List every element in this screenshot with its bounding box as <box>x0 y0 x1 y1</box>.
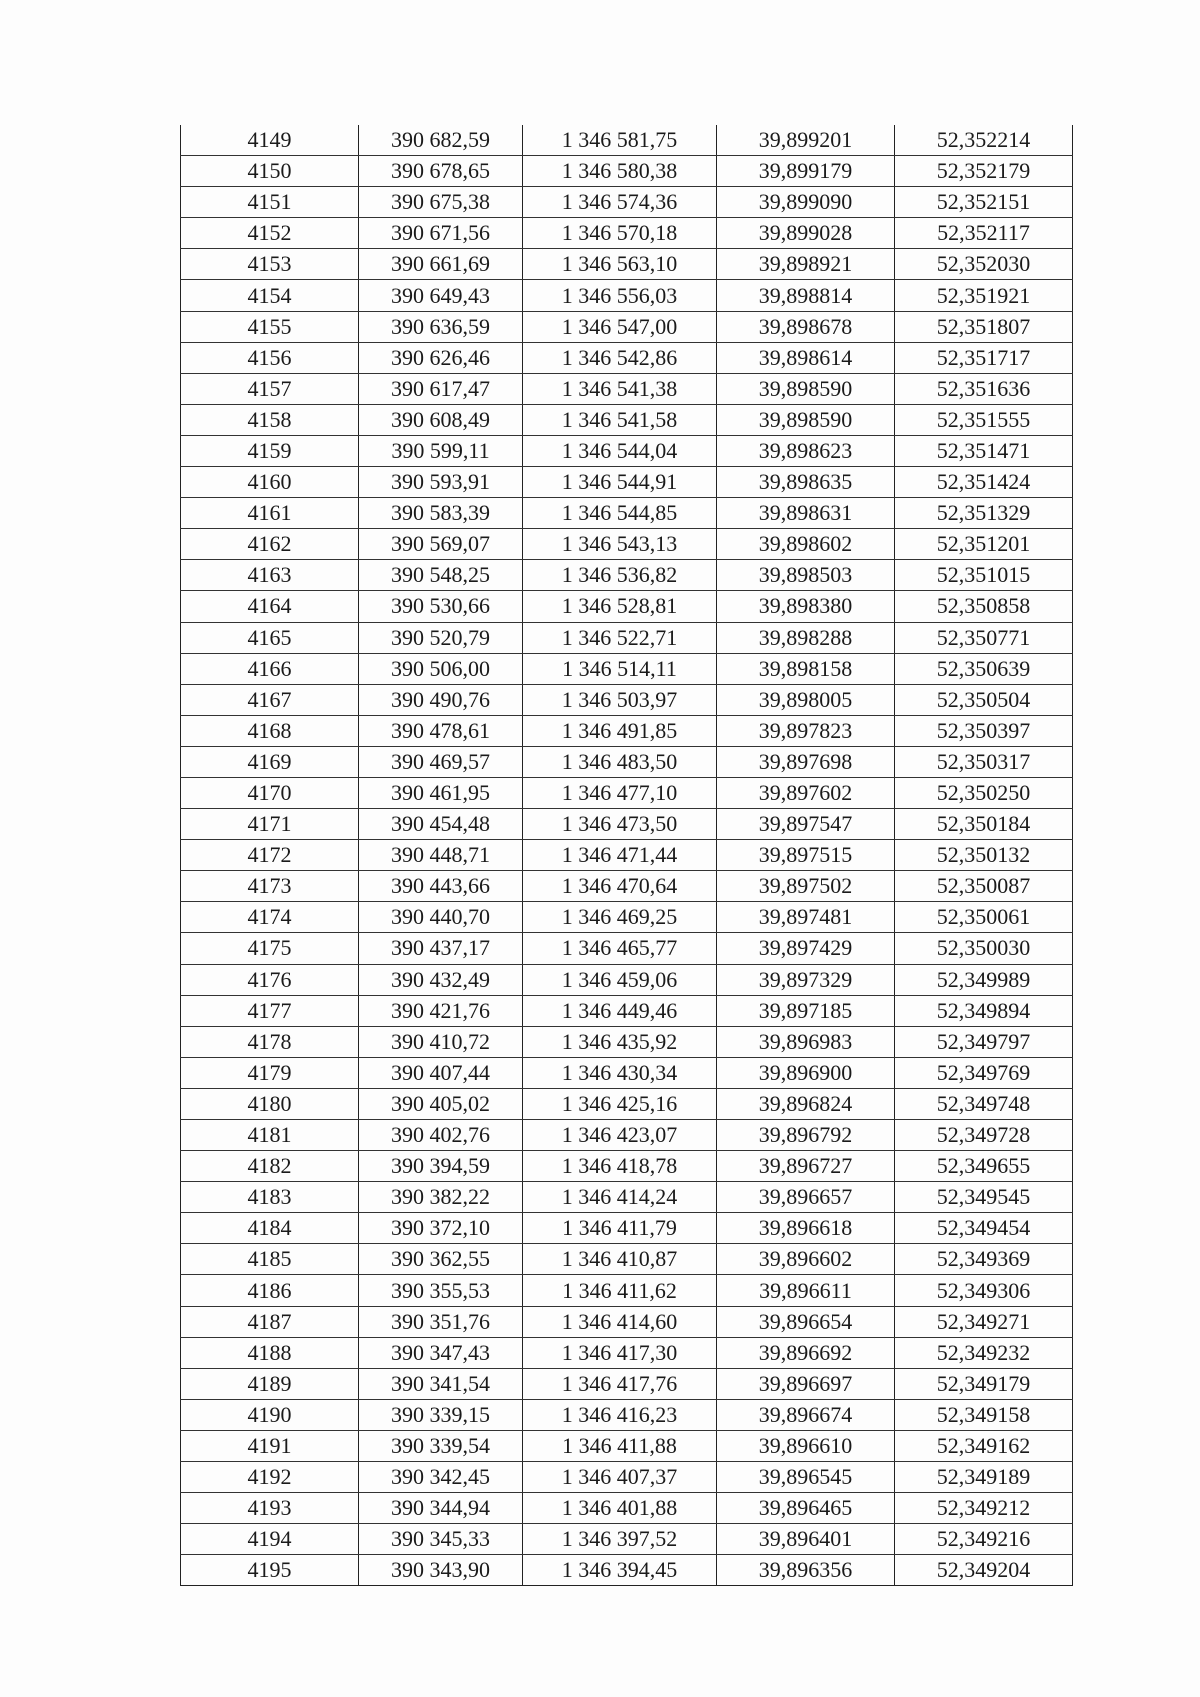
x-coordinate-cell: 390 678,65 <box>359 156 523 187</box>
longitude-cell: 39,897698 <box>717 746 895 777</box>
y-coordinate-cell: 1 346 503,97 <box>523 684 717 715</box>
x-coordinate-cell: 390 593,91 <box>359 467 523 498</box>
table-row <box>181 902 1073 933</box>
x-coordinate-cell: 390 506,00 <box>359 653 523 684</box>
longitude-cell: 39,897602 <box>717 777 895 808</box>
x-coordinate-cell: 390 520,79 <box>359 622 523 653</box>
table-row <box>181 1057 1073 1088</box>
longitude-cell: 39,896983 <box>717 1026 895 1057</box>
y-coordinate-cell: 1 346 522,71 <box>523 622 717 653</box>
table-row <box>181 684 1073 715</box>
table-row <box>181 1306 1073 1337</box>
latitude-cell: 52,349189 <box>895 1462 1073 1493</box>
latitude-cell: 52,352151 <box>895 187 1073 218</box>
y-coordinate-cell: 1 346 491,85 <box>523 715 717 746</box>
y-coordinate-cell: 1 346 410,87 <box>523 1244 717 1275</box>
latitude-cell: 52,352214 <box>895 125 1073 156</box>
table-row <box>181 498 1073 529</box>
y-coordinate-cell: 1 346 544,04 <box>523 435 717 466</box>
point-number-cell: 4173 <box>181 871 359 902</box>
table-row <box>181 1275 1073 1306</box>
latitude-cell: 52,351636 <box>895 373 1073 404</box>
latitude-cell: 52,351555 <box>895 404 1073 435</box>
y-coordinate-cell: 1 346 544,91 <box>523 467 717 498</box>
y-coordinate-cell: 1 346 543,13 <box>523 529 717 560</box>
table-row <box>181 1462 1073 1493</box>
latitude-cell: 52,349728 <box>895 1120 1073 1151</box>
latitude-cell: 52,351329 <box>895 498 1073 529</box>
latitude-cell: 52,349369 <box>895 1244 1073 1275</box>
y-coordinate-cell: 1 346 469,25 <box>523 902 717 933</box>
y-coordinate-cell: 1 346 411,62 <box>523 1275 717 1306</box>
x-coordinate-cell: 390 339,54 <box>359 1430 523 1461</box>
x-coordinate-cell: 390 351,76 <box>359 1306 523 1337</box>
table-row <box>181 871 1073 902</box>
latitude-cell: 52,350250 <box>895 777 1073 808</box>
x-coordinate-cell: 390 548,25 <box>359 560 523 591</box>
x-coordinate-cell: 390 372,10 <box>359 1213 523 1244</box>
table-row <box>181 840 1073 871</box>
y-coordinate-cell: 1 346 541,38 <box>523 373 717 404</box>
table-row <box>181 125 1073 156</box>
y-coordinate-cell: 1 346 514,11 <box>523 653 717 684</box>
latitude-cell: 52,352179 <box>895 156 1073 187</box>
latitude-cell: 52,350132 <box>895 840 1073 871</box>
x-coordinate-cell: 390 362,55 <box>359 1244 523 1275</box>
x-coordinate-cell: 390 448,71 <box>359 840 523 871</box>
x-coordinate-cell: 390 344,94 <box>359 1493 523 1524</box>
table-row <box>181 280 1073 311</box>
x-coordinate-cell: 390 636,59 <box>359 311 523 342</box>
x-coordinate-cell: 390 461,95 <box>359 777 523 808</box>
latitude-cell: 52,349454 <box>895 1213 1073 1244</box>
longitude-cell: 39,896356 <box>717 1555 895 1586</box>
longitude-cell: 39,896792 <box>717 1120 895 1151</box>
table-row <box>181 995 1073 1026</box>
point-number-cell: 4170 <box>181 777 359 808</box>
x-coordinate-cell: 390 454,48 <box>359 809 523 840</box>
y-coordinate-cell: 1 346 397,52 <box>523 1524 717 1555</box>
table-row <box>181 1493 1073 1524</box>
table-row <box>181 1524 1073 1555</box>
latitude-cell: 52,350397 <box>895 715 1073 746</box>
longitude-cell: 39,896654 <box>717 1306 895 1337</box>
y-coordinate-cell: 1 346 414,60 <box>523 1306 717 1337</box>
point-number-cell: 4194 <box>181 1524 359 1555</box>
longitude-cell: 39,897515 <box>717 840 895 871</box>
x-coordinate-cell: 390 675,38 <box>359 187 523 218</box>
y-coordinate-cell: 1 346 465,77 <box>523 933 717 964</box>
longitude-cell: 39,898631 <box>717 498 895 529</box>
x-coordinate-cell: 390 649,43 <box>359 280 523 311</box>
longitude-cell: 39,897429 <box>717 933 895 964</box>
latitude-cell: 52,349769 <box>895 1057 1073 1088</box>
x-coordinate-cell: 390 339,15 <box>359 1399 523 1430</box>
table-row <box>181 467 1073 498</box>
x-coordinate-cell: 390 407,44 <box>359 1057 523 1088</box>
y-coordinate-cell: 1 346 544,85 <box>523 498 717 529</box>
y-coordinate-cell: 1 346 574,36 <box>523 187 717 218</box>
point-number-cell: 4193 <box>181 1493 359 1524</box>
longitude-cell: 39,896602 <box>717 1244 895 1275</box>
latitude-cell: 52,350639 <box>895 653 1073 684</box>
x-coordinate-cell: 390 440,70 <box>359 902 523 933</box>
longitude-cell: 39,897547 <box>717 809 895 840</box>
table-row <box>181 1399 1073 1430</box>
latitude-cell: 52,350030 <box>895 933 1073 964</box>
latitude-cell: 52,351201 <box>895 529 1073 560</box>
longitude-cell: 39,897823 <box>717 715 895 746</box>
point-number-cell: 4153 <box>181 249 359 280</box>
x-coordinate-cell: 390 682,59 <box>359 125 523 156</box>
latitude-cell: 52,349204 <box>895 1555 1073 1586</box>
point-number-cell: 4176 <box>181 964 359 995</box>
latitude-cell: 52,349271 <box>895 1306 1073 1337</box>
table-row <box>181 746 1073 777</box>
coordinates-table <box>180 125 1073 1586</box>
table-row <box>181 560 1073 591</box>
longitude-cell: 39,896401 <box>717 1524 895 1555</box>
x-coordinate-cell: 390 617,47 <box>359 373 523 404</box>
latitude-cell: 52,351424 <box>895 467 1073 498</box>
y-coordinate-cell: 1 346 394,45 <box>523 1555 717 1586</box>
latitude-cell: 52,351015 <box>895 560 1073 591</box>
x-coordinate-cell: 390 661,69 <box>359 249 523 280</box>
longitude-cell: 39,896697 <box>717 1368 895 1399</box>
x-coordinate-cell: 390 345,33 <box>359 1524 523 1555</box>
latitude-cell: 52,349655 <box>895 1151 1073 1182</box>
x-coordinate-cell: 390 437,17 <box>359 933 523 964</box>
table-row <box>181 809 1073 840</box>
table-row <box>181 218 1073 249</box>
point-number-cell: 4158 <box>181 404 359 435</box>
table-row <box>181 622 1073 653</box>
longitude-cell: 39,897185 <box>717 995 895 1026</box>
longitude-cell: 39,899201 <box>717 125 895 156</box>
point-number-cell: 4155 <box>181 311 359 342</box>
point-number-cell: 4171 <box>181 809 359 840</box>
longitude-cell: 39,898503 <box>717 560 895 591</box>
table-row <box>181 1088 1073 1119</box>
y-coordinate-cell: 1 346 570,18 <box>523 218 717 249</box>
x-coordinate-cell: 390 432,49 <box>359 964 523 995</box>
point-number-cell: 4191 <box>181 1430 359 1461</box>
y-coordinate-cell: 1 346 411,79 <box>523 1213 717 1244</box>
point-number-cell: 4175 <box>181 933 359 964</box>
x-coordinate-cell: 390 671,56 <box>359 218 523 249</box>
latitude-cell: 52,351471 <box>895 435 1073 466</box>
point-number-cell: 4179 <box>181 1057 359 1088</box>
y-coordinate-cell: 1 346 425,16 <box>523 1088 717 1119</box>
point-number-cell: 4163 <box>181 560 359 591</box>
longitude-cell: 39,897502 <box>717 871 895 902</box>
x-coordinate-cell: 390 583,39 <box>359 498 523 529</box>
table-row <box>181 342 1073 373</box>
x-coordinate-cell: 390 405,02 <box>359 1088 523 1119</box>
table-row <box>181 404 1073 435</box>
table-row <box>181 187 1073 218</box>
y-coordinate-cell: 1 346 477,10 <box>523 777 717 808</box>
x-coordinate-cell: 390 421,76 <box>359 995 523 1026</box>
longitude-cell: 39,896465 <box>717 1493 895 1524</box>
longitude-cell: 39,896900 <box>717 1057 895 1088</box>
longitude-cell: 39,899179 <box>717 156 895 187</box>
point-number-cell: 4183 <box>181 1182 359 1213</box>
y-coordinate-cell: 1 346 423,07 <box>523 1120 717 1151</box>
point-number-cell: 4189 <box>181 1368 359 1399</box>
longitude-cell: 39,898590 <box>717 373 895 404</box>
point-number-cell: 4168 <box>181 715 359 746</box>
x-coordinate-cell: 390 342,45 <box>359 1462 523 1493</box>
table-row <box>181 715 1073 746</box>
point-number-cell: 4157 <box>181 373 359 404</box>
x-coordinate-cell: 390 530,66 <box>359 591 523 622</box>
latitude-cell: 52,349545 <box>895 1182 1073 1213</box>
point-number-cell: 4164 <box>181 591 359 622</box>
longitude-cell: 39,898921 <box>717 249 895 280</box>
longitude-cell: 39,896657 <box>717 1182 895 1213</box>
point-number-cell: 4184 <box>181 1213 359 1244</box>
latitude-cell: 52,350317 <box>895 746 1073 777</box>
y-coordinate-cell: 1 346 401,88 <box>523 1493 717 1524</box>
latitude-cell: 52,351717 <box>895 342 1073 373</box>
y-coordinate-cell: 1 346 418,78 <box>523 1151 717 1182</box>
point-number-cell: 4195 <box>181 1555 359 1586</box>
x-coordinate-cell: 390 443,66 <box>359 871 523 902</box>
longitude-cell: 39,899028 <box>717 218 895 249</box>
table-row <box>181 591 1073 622</box>
point-number-cell: 4188 <box>181 1337 359 1368</box>
latitude-cell: 52,349989 <box>895 964 1073 995</box>
y-coordinate-cell: 1 346 417,76 <box>523 1368 717 1399</box>
longitude-cell: 39,898288 <box>717 622 895 653</box>
x-coordinate-cell: 390 343,90 <box>359 1555 523 1586</box>
longitude-cell: 39,898590 <box>717 404 895 435</box>
y-coordinate-cell: 1 346 580,38 <box>523 156 717 187</box>
longitude-cell: 39,896611 <box>717 1275 895 1306</box>
point-number-cell: 4178 <box>181 1026 359 1057</box>
point-number-cell: 4177 <box>181 995 359 1026</box>
latitude-cell: 52,350771 <box>895 622 1073 653</box>
point-number-cell: 4152 <box>181 218 359 249</box>
point-number-cell: 4156 <box>181 342 359 373</box>
longitude-cell: 39,898380 <box>717 591 895 622</box>
x-coordinate-cell: 390 469,57 <box>359 746 523 777</box>
point-number-cell: 4192 <box>181 1462 359 1493</box>
point-number-cell: 4167 <box>181 684 359 715</box>
longitude-cell: 39,897481 <box>717 902 895 933</box>
longitude-cell: 39,896824 <box>717 1088 895 1119</box>
y-coordinate-cell: 1 346 563,10 <box>523 249 717 280</box>
x-coordinate-cell: 390 626,46 <box>359 342 523 373</box>
table-row <box>181 777 1073 808</box>
longitude-cell: 39,899090 <box>717 187 895 218</box>
latitude-cell: 52,352117 <box>895 218 1073 249</box>
latitude-cell: 52,351807 <box>895 311 1073 342</box>
x-coordinate-cell: 390 478,61 <box>359 715 523 746</box>
longitude-cell: 39,896610 <box>717 1430 895 1461</box>
latitude-cell: 52,350087 <box>895 871 1073 902</box>
point-number-cell: 4160 <box>181 467 359 498</box>
x-coordinate-cell: 390 410,72 <box>359 1026 523 1057</box>
y-coordinate-cell: 1 346 470,64 <box>523 871 717 902</box>
latitude-cell: 52,350061 <box>895 902 1073 933</box>
longitude-cell: 39,898614 <box>717 342 895 373</box>
table-row <box>181 1151 1073 1182</box>
y-coordinate-cell: 1 346 417,30 <box>523 1337 717 1368</box>
longitude-cell: 39,898814 <box>717 280 895 311</box>
latitude-cell: 52,349232 <box>895 1337 1073 1368</box>
latitude-cell: 52,349797 <box>895 1026 1073 1057</box>
table-row <box>181 1430 1073 1461</box>
x-coordinate-cell: 390 394,59 <box>359 1151 523 1182</box>
latitude-cell: 52,350504 <box>895 684 1073 715</box>
point-number-cell: 4186 <box>181 1275 359 1306</box>
point-number-cell: 4150 <box>181 156 359 187</box>
longitude-cell: 39,898635 <box>717 467 895 498</box>
table-row <box>181 1337 1073 1368</box>
y-coordinate-cell: 1 346 536,82 <box>523 560 717 591</box>
y-coordinate-cell: 1 346 547,00 <box>523 311 717 342</box>
longitude-cell: 39,898602 <box>717 529 895 560</box>
table-row <box>181 1244 1073 1275</box>
point-number-cell: 4161 <box>181 498 359 529</box>
y-coordinate-cell: 1 346 542,86 <box>523 342 717 373</box>
latitude-cell: 52,352030 <box>895 249 1073 280</box>
point-number-cell: 4169 <box>181 746 359 777</box>
longitude-cell: 39,898158 <box>717 653 895 684</box>
y-coordinate-cell: 1 346 541,58 <box>523 404 717 435</box>
point-number-cell: 4154 <box>181 280 359 311</box>
x-coordinate-cell: 390 569,07 <box>359 529 523 560</box>
point-number-cell: 4149 <box>181 125 359 156</box>
x-coordinate-cell: 390 608,49 <box>359 404 523 435</box>
point-number-cell: 4151 <box>181 187 359 218</box>
latitude-cell: 52,349158 <box>895 1399 1073 1430</box>
y-coordinate-cell: 1 346 483,50 <box>523 746 717 777</box>
table-row <box>181 1368 1073 1399</box>
table-row <box>181 249 1073 280</box>
point-number-cell: 4185 <box>181 1244 359 1275</box>
coordinates-table-body <box>181 125 1073 1586</box>
longitude-cell: 39,896674 <box>717 1399 895 1430</box>
table-row <box>181 933 1073 964</box>
x-coordinate-cell: 390 382,22 <box>359 1182 523 1213</box>
y-coordinate-cell: 1 346 471,44 <box>523 840 717 871</box>
y-coordinate-cell: 1 346 411,88 <box>523 1430 717 1461</box>
x-coordinate-cell: 390 490,76 <box>359 684 523 715</box>
table-row <box>181 653 1073 684</box>
y-coordinate-cell: 1 346 416,23 <box>523 1399 717 1430</box>
latitude-cell: 52,349748 <box>895 1088 1073 1119</box>
point-number-cell: 4187 <box>181 1306 359 1337</box>
point-number-cell: 4159 <box>181 435 359 466</box>
x-coordinate-cell: 390 347,43 <box>359 1337 523 1368</box>
table-row <box>181 964 1073 995</box>
latitude-cell: 52,350858 <box>895 591 1073 622</box>
y-coordinate-cell: 1 346 556,03 <box>523 280 717 311</box>
x-coordinate-cell: 390 341,54 <box>359 1368 523 1399</box>
longitude-cell: 39,898678 <box>717 311 895 342</box>
latitude-cell: 52,350184 <box>895 809 1073 840</box>
x-coordinate-cell: 390 599,11 <box>359 435 523 466</box>
longitude-cell: 39,896545 <box>717 1462 895 1493</box>
latitude-cell: 52,349179 <box>895 1368 1073 1399</box>
point-number-cell: 4172 <box>181 840 359 871</box>
table-row <box>181 1182 1073 1213</box>
latitude-cell: 52,349212 <box>895 1493 1073 1524</box>
latitude-cell: 52,349216 <box>895 1524 1073 1555</box>
table-row <box>181 1120 1073 1151</box>
latitude-cell: 52,351921 <box>895 280 1073 311</box>
longitude-cell: 39,896618 <box>717 1213 895 1244</box>
point-number-cell: 4162 <box>181 529 359 560</box>
table-row <box>181 311 1073 342</box>
table-row <box>181 435 1073 466</box>
latitude-cell: 52,349306 <box>895 1275 1073 1306</box>
y-coordinate-cell: 1 346 528,81 <box>523 591 717 622</box>
point-number-cell: 4174 <box>181 902 359 933</box>
point-number-cell: 4165 <box>181 622 359 653</box>
table-row <box>181 156 1073 187</box>
y-coordinate-cell: 1 346 430,34 <box>523 1057 717 1088</box>
table-row <box>181 1213 1073 1244</box>
table-row <box>181 373 1073 404</box>
table-row <box>181 1555 1073 1586</box>
y-coordinate-cell: 1 346 407,37 <box>523 1462 717 1493</box>
y-coordinate-cell: 1 346 581,75 <box>523 125 717 156</box>
point-number-cell: 4180 <box>181 1088 359 1119</box>
x-coordinate-cell: 390 402,76 <box>359 1120 523 1151</box>
latitude-cell: 52,349162 <box>895 1430 1073 1461</box>
latitude-cell: 52,349894 <box>895 995 1073 1026</box>
longitude-cell: 39,898005 <box>717 684 895 715</box>
longitude-cell: 39,896727 <box>717 1151 895 1182</box>
longitude-cell: 39,896692 <box>717 1337 895 1368</box>
point-number-cell: 4181 <box>181 1120 359 1151</box>
point-number-cell: 4182 <box>181 1151 359 1182</box>
x-coordinate-cell: 390 355,53 <box>359 1275 523 1306</box>
y-coordinate-cell: 1 346 473,50 <box>523 809 717 840</box>
y-coordinate-cell: 1 346 435,92 <box>523 1026 717 1057</box>
table-row <box>181 529 1073 560</box>
y-coordinate-cell: 1 346 459,06 <box>523 964 717 995</box>
longitude-cell: 39,897329 <box>717 964 895 995</box>
table-row <box>181 1026 1073 1057</box>
longitude-cell: 39,898623 <box>717 435 895 466</box>
y-coordinate-cell: 1 346 449,46 <box>523 995 717 1026</box>
point-number-cell: 4190 <box>181 1399 359 1430</box>
y-coordinate-cell: 1 346 414,24 <box>523 1182 717 1213</box>
point-number-cell: 4166 <box>181 653 359 684</box>
